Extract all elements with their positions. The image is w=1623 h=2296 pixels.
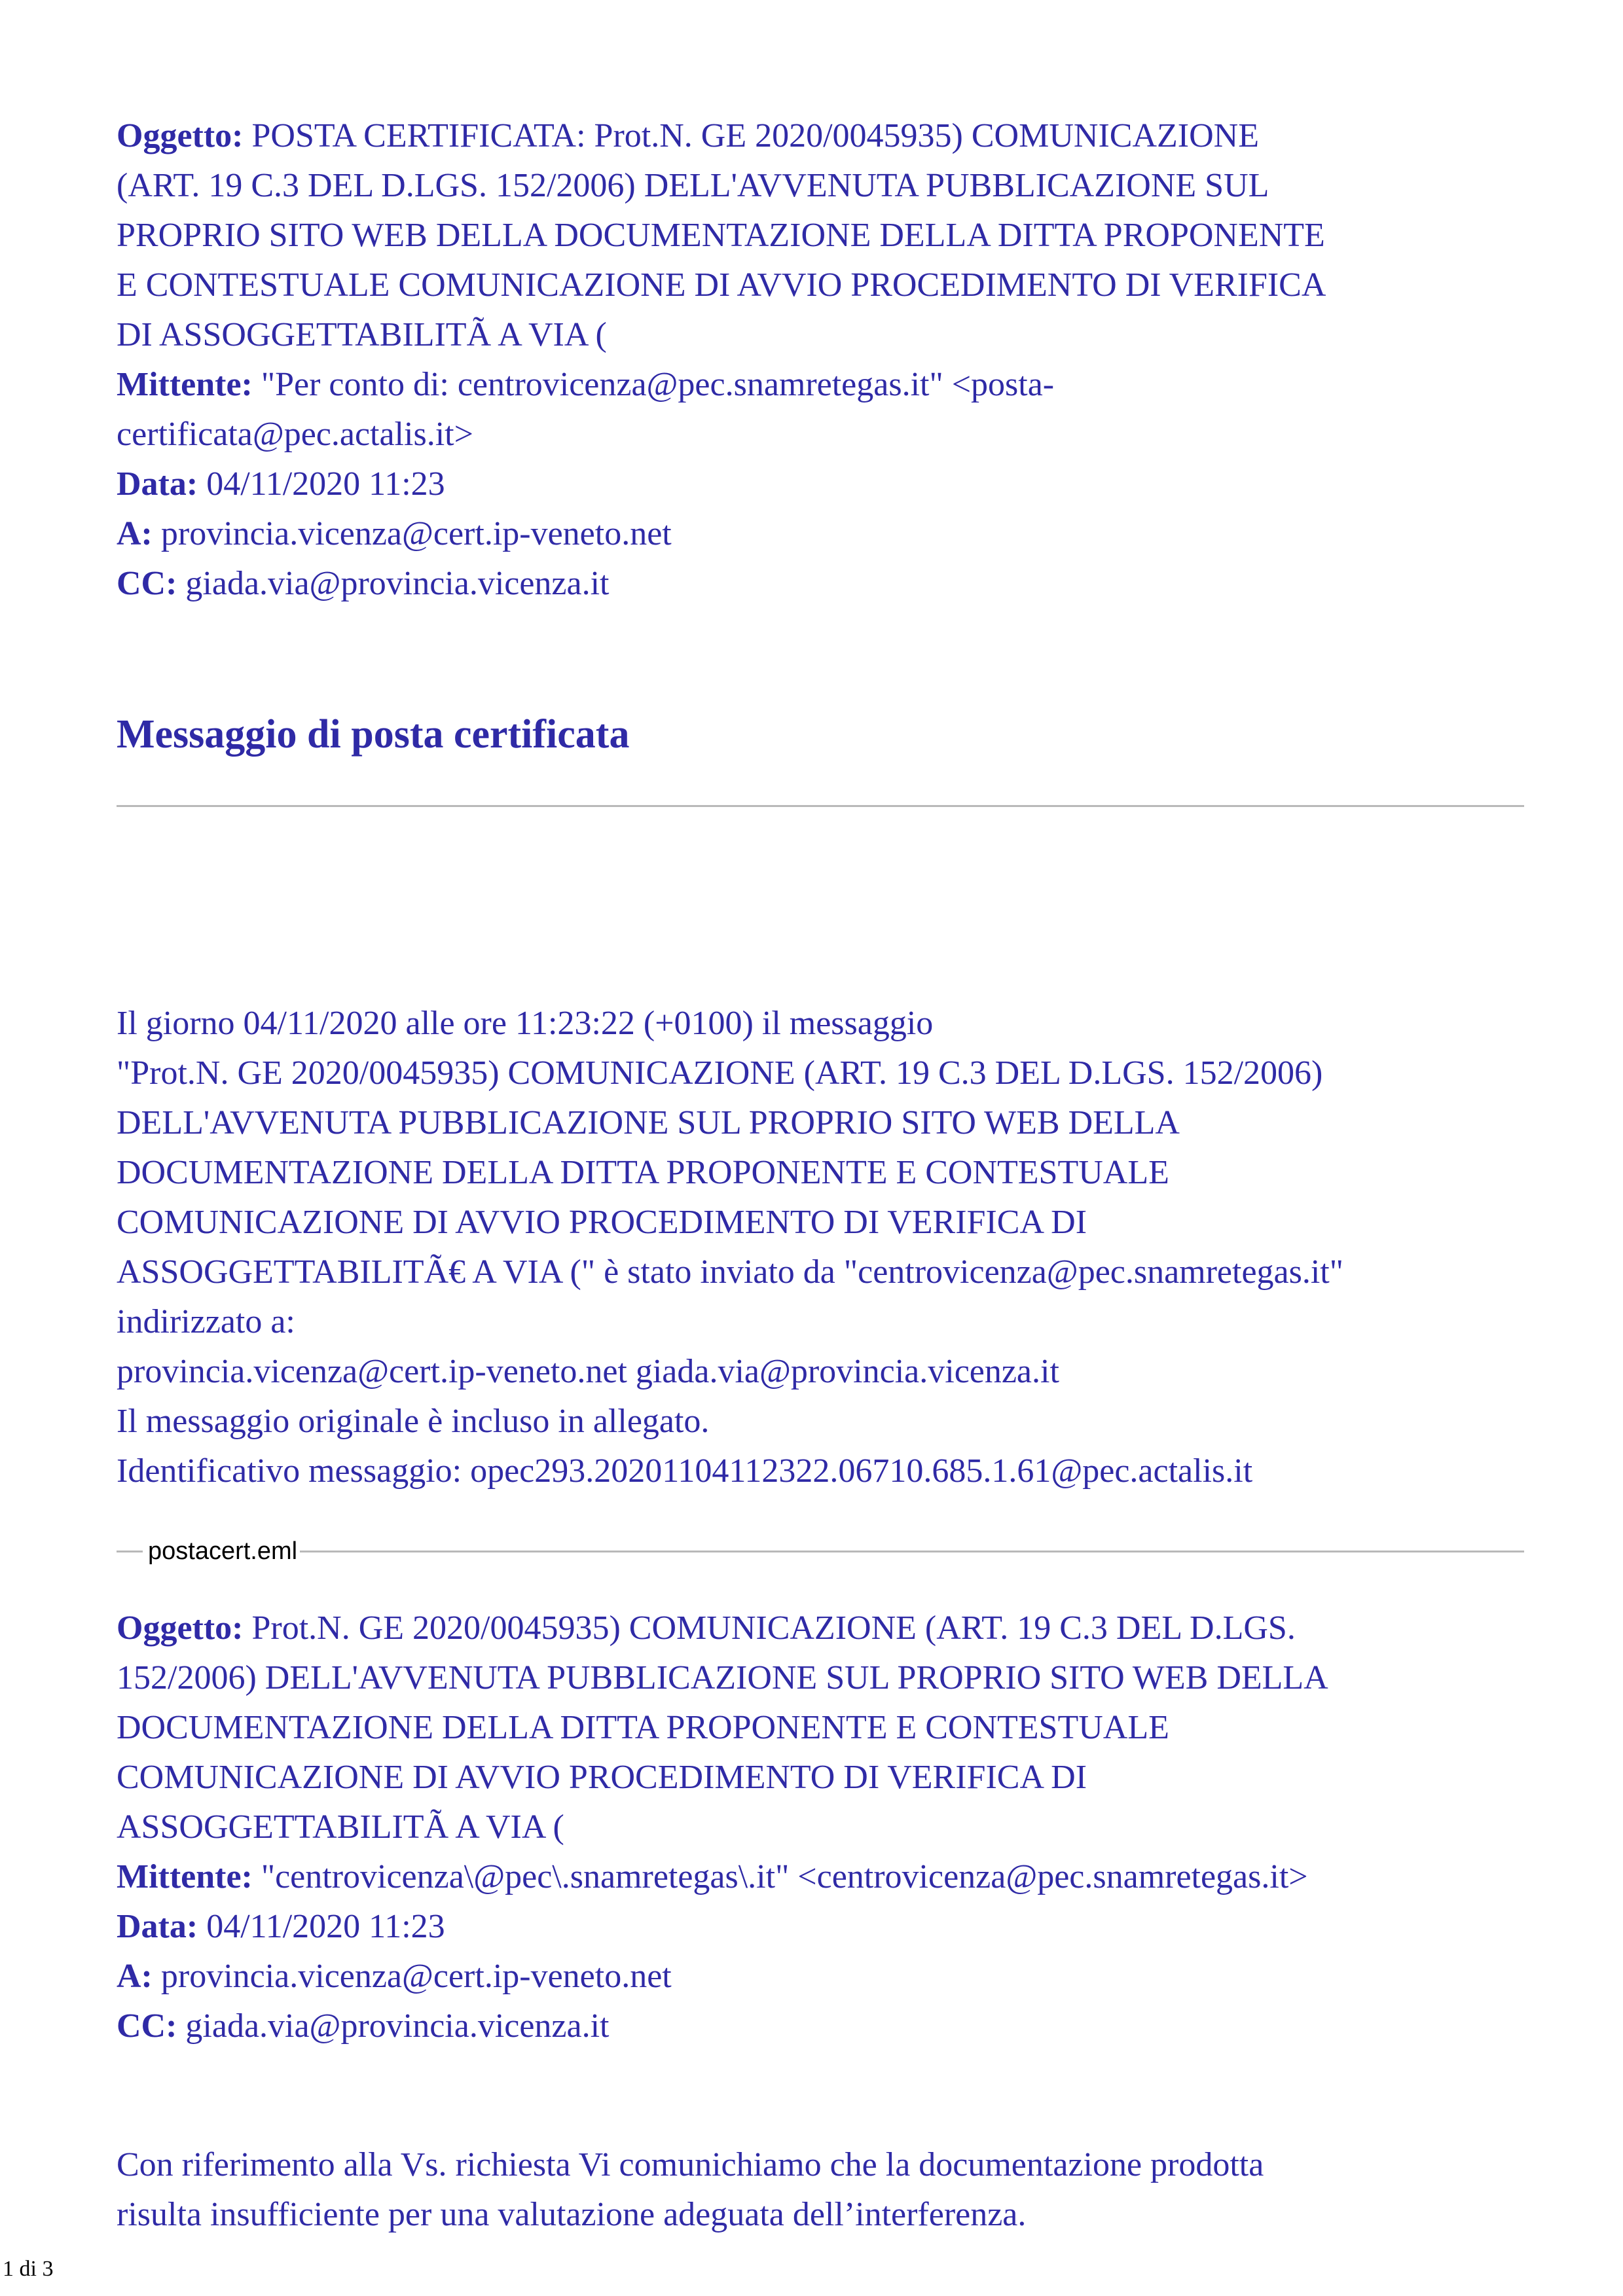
divider (117, 805, 1524, 807)
data-value: 04/11/2020 11:23 (206, 1908, 445, 1945)
body-line: DOCUMENTAZIONE DELLA DITTA PROPONENTE E CONTESTUALE (117, 1154, 1169, 1191)
a-line (117, 1952, 1524, 2001)
data-value: 04/11/2020 11:23 (206, 465, 445, 503)
mittente-line: certificata@pec.actalis.it> (117, 416, 473, 453)
attachment-separator (117, 1532, 1524, 1571)
body-line: Il giorno 04/11/2020 alle ore 11:23:22 (+0100) il messaggio (117, 1005, 934, 1042)
pec-envelope-header (117, 111, 1524, 609)
oggetto-line: Oggetto: Prot.N. GE 2020/0045935) COMUNICAZIONE (ART. 19 C.3 DEL D.LGS. (117, 1609, 1296, 1647)
a-value: provincia.vicenza@cert.ip-veneto.net (160, 515, 672, 552)
closing-line: Con riferimento alla Vs. richiesta Vi comunichiamo che la documentazione prodotta (117, 2146, 1264, 2183)
oggetto-label: Oggetto: (117, 1609, 244, 1647)
body-line: Il messaggio originale è incluso in allegato. (117, 1403, 710, 1440)
mittente-label: Mittente: (117, 1858, 253, 1895)
oggetto-line: DOCUMENTAZIONE DELLA DITTA PROPONENTE E CONTESTUALE (117, 1709, 1169, 1746)
oggetto-line: 152/2006) DELL'AVVENUTA PUBBLICAZIONE SUL PROPRIO SITO WEB DELLA (117, 1659, 1328, 1696)
data-line (117, 1902, 1524, 1952)
body-line: ASSOGGETTABILITÃ€ A VIA (" è stato inviato da "centrovicenza@pec.snamretegas.it" (117, 1253, 1343, 1291)
body-line: Identificativo messaggio: opec293.20201104112322.06710.685.1.61@pec.actalis.it (117, 1452, 1253, 1490)
oggetto-label: Oggetto: (117, 117, 244, 154)
a-line (117, 509, 1524, 559)
closing-line: risulta insufficiente per una valutazione adeguata dell’interferenza. (117, 2196, 1027, 2233)
certification-body (117, 999, 1524, 1496)
data-label: Data: (117, 465, 198, 503)
attachment-name: postacert.eml (148, 1537, 298, 1565)
oggetto-line: Oggetto: POSTA CERTIFICATA: Prot.N. GE 2020/0045935) COMUNICAZIONE (117, 117, 1259, 154)
cc-value: giada.via@provincia.vicenza.it (185, 565, 610, 602)
cc-label: CC: (117, 565, 177, 602)
oggetto-line: COMUNICAZIONE DI AVVIO PROCEDIMENTO DI VERIFICA DI (117, 1759, 1087, 1796)
body-line: COMUNICAZIONE DI AVVIO PROCEDIMENTO DI VERIFICA DI (117, 1204, 1087, 1241)
mittente-line (117, 1852, 1524, 1902)
separator-line-right (300, 1551, 1524, 1552)
body-line: DELL'AVVENUTA PUBBLICAZIONE SUL PROPRIO SITO WEB DELLA (117, 1104, 1180, 1141)
cc-label: CC: (117, 2007, 177, 2045)
mittente-value: "centrovicenza\@pec\.snamretegas\.it" <centrovicenza@pec.snamretegas.it> (261, 1858, 1308, 1895)
document-page (117, 111, 1524, 2233)
cc-value: giada.via@provincia.vicenza.it (185, 2007, 610, 2045)
cc-line (117, 2001, 1524, 2051)
message-body (117, 2140, 1524, 2240)
body-line: provincia.vicenza@cert.ip-veneto.net giada.via@provincia.vicenza.it (117, 1353, 1059, 1390)
mittente-label: Mittente: (117, 366, 253, 403)
a-label: A: (117, 1958, 153, 1995)
mittente-line (117, 360, 1524, 410)
cc-line (117, 559, 1524, 609)
body-line: "Prot.N. GE 2020/0045935) COMUNICAZIONE (ART. 19 C.3 DEL D.LGS. 152/2006) (117, 1054, 1323, 1092)
oggetto-line: DI ASSOGGETTABILITÃ A VIA ( (117, 316, 607, 353)
a-label: A: (117, 515, 153, 552)
page-number: 1 di 3 (3, 2257, 54, 2281)
mittente-value: "Per conto di: centrovicenza@pec.snamretegas.it" <posta- (261, 366, 1055, 403)
body-line: indirizzato a: (117, 1303, 295, 1340)
oggetto-line: E CONTESTUALE COMUNICAZIONE DI AVVIO PROCEDIMENTO DI VERIFICA (117, 266, 1326, 304)
section-title: Messaggio di posta certificata (117, 712, 630, 757)
oggetto-line: (ART. 19 C.3 DEL D.LGS. 152/2006) DELL'AVVENUTA PUBBLICAZIONE SUL (117, 167, 1269, 204)
data-label: Data: (117, 1908, 198, 1945)
original-message-header (117, 1604, 1524, 2051)
separator-line-left (117, 1551, 143, 1552)
a-value: provincia.vicenza@cert.ip-veneto.net (160, 1958, 672, 1995)
oggetto-line: ASSOGGETTABILITÃ A VIA ( (117, 1808, 564, 1846)
oggetto-line: PROPRIO SITO WEB DELLA DOCUMENTAZIONE DELLA DITTA PROPONENTE (117, 217, 1325, 254)
data-line (117, 459, 1524, 509)
